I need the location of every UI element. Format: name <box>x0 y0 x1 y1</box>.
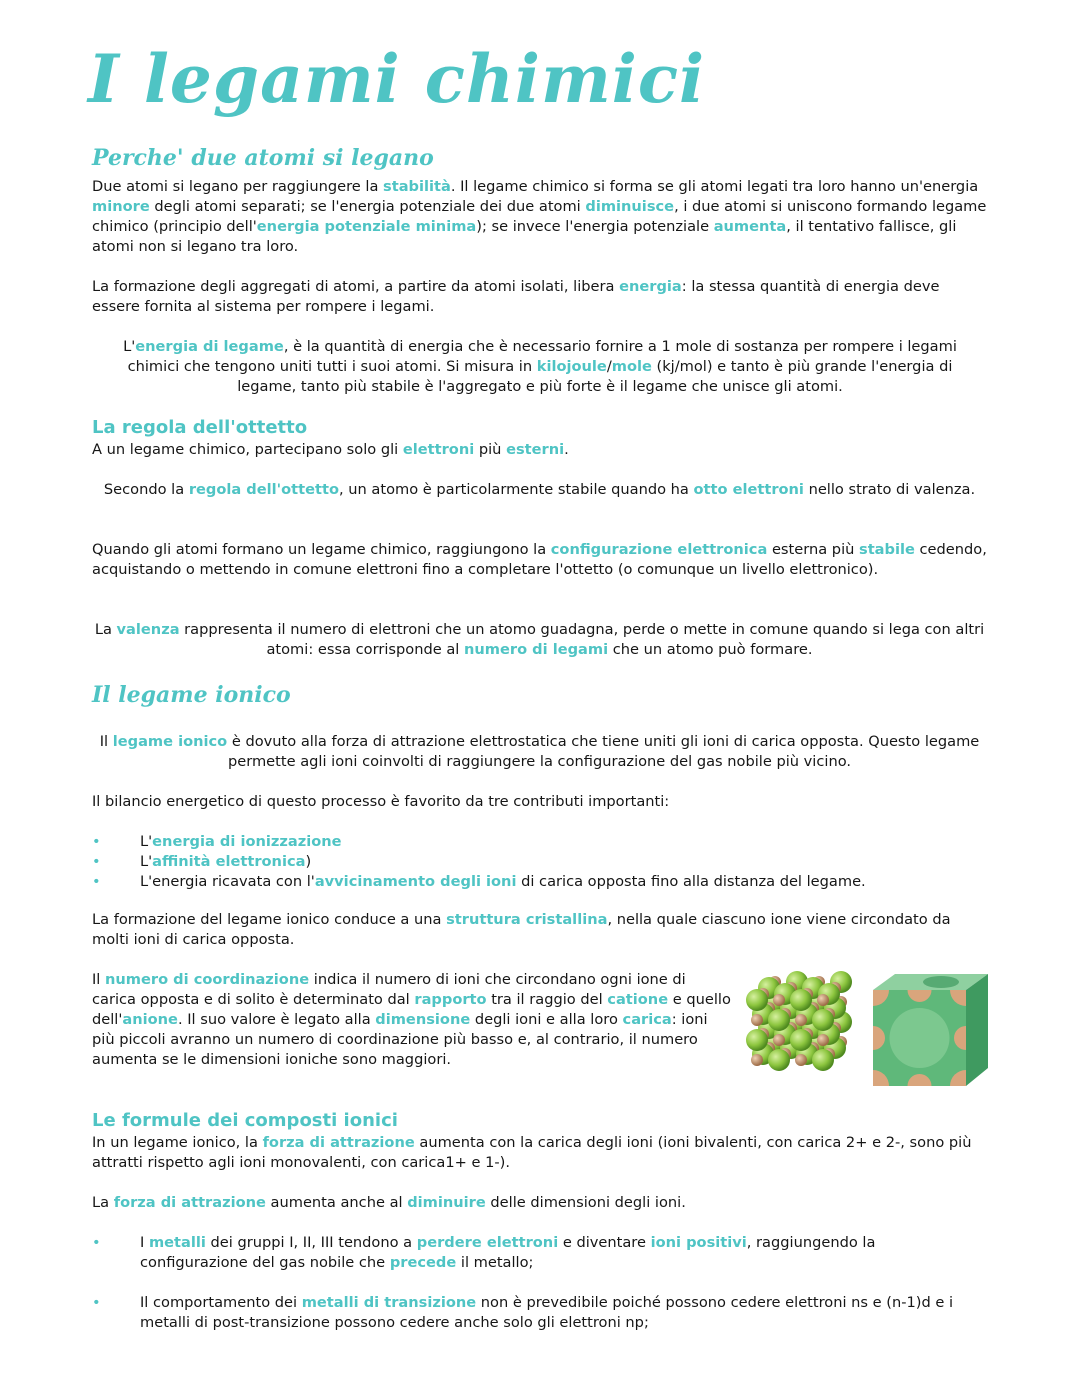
text-run: Secondo la <box>103 481 189 498</box>
text-run: aumenta con la carica degli ioni (ioni bivalenti, con carica 2+ e 2-, sono più attratti rispetto agli ioni monovalenti, con carica1+ e 1-). <box>92 1134 972 1171</box>
highlighted-term: energia <box>619 278 682 295</box>
text-run: nello strato di valenza. <box>803 481 976 498</box>
highlighted-term: forza di attrazione <box>262 1134 415 1151</box>
text-run: L' <box>140 853 153 870</box>
highlighted-term: esterni <box>506 441 565 458</box>
metals-behavior-list <box>92 1233 972 1333</box>
text-run: Due atomi si legano per raggiungere la <box>92 178 384 195</box>
text-run: L'energia ricavata con l' <box>140 873 315 890</box>
text-run: che un atomo può formare. <box>608 641 813 658</box>
unit-cell-cube <box>873 974 988 1086</box>
highlighted-term: catione <box>607 991 669 1008</box>
highlighted-term: carica <box>622 1011 672 1028</box>
paragraph-energy-balance <box>92 792 987 812</box>
text-run: Il <box>99 733 113 750</box>
text-run: il metallo; <box>456 1254 534 1271</box>
anion-sphere <box>790 1029 812 1051</box>
paragraph-bond-energy <box>100 337 980 397</box>
paragraph-stability <box>92 177 987 257</box>
highlighted-term: configurazione elettronica <box>550 541 768 558</box>
highlighted-term: energia di legame <box>135 338 284 355</box>
paragraph-attraction-force <box>92 1133 987 1173</box>
highlighted-term: numero di coordinazione <box>105 971 310 988</box>
highlighted-term: metalli di transizione <box>301 1294 477 1311</box>
text-run: esterna più <box>767 541 860 558</box>
text-run: Il <box>92 971 105 988</box>
anion-sphere <box>790 989 812 1011</box>
list-item <box>92 1233 972 1273</box>
text-run: , è la quantità di energia che è necessario fornire a 1 mole di sostanza per rompere i legami chimici che tengono uniti tutti i suoi atomi. Si misura in <box>127 338 957 375</box>
highlighted-term: minore <box>92 198 150 215</box>
bullet-icon: • <box>92 873 101 890</box>
text-run: e diventare <box>558 1234 651 1251</box>
paragraph-aggregates-energy <box>92 277 987 317</box>
paragraph-electron-configuration <box>92 540 987 580</box>
text-run: (kj/mol) e tanto è più grande l'energia di legame, tanto più stabile è l'aggregato e più forte è il legame che unisce gli atomi. <box>237 358 953 395</box>
text-run: aumenta anche al <box>265 1194 408 1211</box>
highlighted-term: precede <box>389 1254 457 1271</box>
highlighted-term: numero di legami <box>463 641 609 658</box>
text-run: cedendo, acquistando o mettendo in comune elettroni fino a completare l'ottetto (o comunque un livello elettronico). <box>92 541 987 578</box>
text-run: di carica opposta fino alla distanza del legame. <box>516 873 866 890</box>
highlighted-term: stabile <box>859 541 915 558</box>
highlighted-term: anione <box>122 1011 178 1028</box>
paragraph-ionic-bond-definition <box>92 732 987 772</box>
bullet-icon: • <box>92 1234 101 1251</box>
highlighted-term: energia potenziale minima <box>256 218 477 235</box>
highlighted-term: energia di ionizzazione <box>152 833 342 850</box>
text-run: ); se invece l'energia potenziale <box>476 218 714 235</box>
text-run: , il tentativo fallisce, gli atomi non si legano tra loro. <box>92 218 957 255</box>
highlighted-term: diminuire <box>407 1194 486 1211</box>
paragraph-attraction-size <box>92 1193 987 1213</box>
text-run: più <box>474 441 507 458</box>
anion-sphere <box>768 1049 790 1071</box>
text-run: : la stessa quantità di energia deve essere fornita al sistema per rompere i legami. <box>92 278 940 315</box>
text-run: . Il legame chimico si forma se gli atomi legati tra loro hanno un'energia <box>450 178 979 195</box>
cation-sphere <box>817 1034 829 1046</box>
highlighted-term: legame ionico <box>112 733 228 750</box>
text-run: : ioni più piccoli avranno un numero di coordinazione più basso e, al contrario, il numero aumenta se le dimensioni ioniche sono maggiori. <box>92 1011 708 1068</box>
text-run: , nella quale ciascuno ione viene circondato da molti ioni di carica opposta. <box>92 911 951 948</box>
text-run: e quello dell' <box>92 991 731 1028</box>
highlighted-term: regola dell'ottetto <box>188 481 339 498</box>
highlighted-term: rapporto <box>414 991 487 1008</box>
highlighted-term: perdere elettroni <box>416 1234 559 1251</box>
text-run: La formazione degli aggregati di atomi, a partire da atomi isolati, libera <box>92 278 620 295</box>
highlighted-term: metalli <box>148 1234 206 1251</box>
cation-sphere <box>773 1034 785 1046</box>
paragraph-valence <box>92 620 987 660</box>
text-run: degli atomi separati; se l'energia potenziale dei due atomi <box>149 198 586 215</box>
text-run: indica il numero di ioni che circondano ogni ione di carica opposta e di solito è determinato dal <box>92 971 686 1008</box>
heading-ionic-bond: Il legame ionico <box>92 682 291 708</box>
sphere-packing-cube <box>746 971 852 1071</box>
highlighted-term: aumenta <box>713 218 787 235</box>
text-run: ) <box>305 853 312 870</box>
text-run: dei gruppi I, II, III tendono a <box>205 1234 417 1251</box>
text-run: , i due atomi si uniscono formando legame chimico (principio dell' <box>92 198 987 235</box>
cation-sphere <box>795 1014 807 1026</box>
bullet-icon: • <box>92 853 101 870</box>
highlighted-term: otto elettroni <box>693 481 804 498</box>
text-run: , raggiungendo la configurazione del gas nobile che <box>140 1234 876 1271</box>
anion-sphere <box>812 1049 834 1071</box>
energy-contributions-list <box>92 832 987 892</box>
text-run: Il comportamento dei <box>140 1294 302 1311</box>
paragraph-octet-rule <box>92 480 987 500</box>
text-run: La <box>92 1194 114 1211</box>
text-run: degli ioni e alla loro <box>470 1011 623 1028</box>
heading-octet-rule: La regola dell'ottetto <box>92 417 308 438</box>
cation-sphere <box>817 994 829 1006</box>
anion-sphere <box>746 1029 768 1051</box>
highlighted-term: avvicinamento degli ioni <box>314 873 517 890</box>
text-run: , un atomo è particolarmente stabile quando ha <box>338 481 694 498</box>
highlighted-term: ioni positivi <box>650 1234 747 1251</box>
anion-sphere <box>812 1009 834 1031</box>
text-run: non è prevedibile poiché possono cedere elettroni ns e (n-1)d e i metalli di post-transizione possono cedere anche solo gli elettroni np; <box>140 1294 954 1331</box>
text-run: I <box>140 1234 149 1251</box>
heading-why-atoms-bond: Perche' due atomi si legano <box>92 145 434 171</box>
text-run: Quando gli atomi formano un legame chimico, raggiungono la <box>92 541 551 558</box>
bullet-icon: • <box>92 833 101 850</box>
highlighted-term: affinità elettronica <box>152 853 306 870</box>
paragraph-crystal-structure <box>92 910 987 950</box>
text-run: delle dimensioni degli ioni. <box>485 1194 686 1211</box>
highlighted-term: dimensione <box>375 1011 471 1028</box>
list-item <box>92 872 987 892</box>
ionic-crystal-lattice-icon <box>745 970 990 1090</box>
text-run: L' <box>140 833 153 850</box>
text-run: tra il raggio del <box>486 991 608 1008</box>
text-run: Il bilancio energetico di questo processo è favorito da tre contributi importanti: <box>92 793 670 810</box>
text-run: La formazione del legame ionico conduce a una <box>92 911 447 928</box>
highlighted-term: stabilità <box>383 178 451 195</box>
anion-sphere <box>746 989 768 1011</box>
cation-sphere <box>795 1054 807 1066</box>
highlighted-term: elettroni <box>402 441 475 458</box>
page-title: I legami chimici <box>88 40 706 118</box>
paragraph-coordination-number <box>92 970 732 1070</box>
list-item <box>92 852 987 872</box>
cation-sphere <box>751 1014 763 1026</box>
text-run: L' <box>123 338 136 355</box>
text-run: rappresenta il numero di elettroni che un atomo guadagna, perde o mette in comune quando si lega con altri atomi: essa corrisponde al <box>179 621 985 658</box>
cation-sphere <box>773 994 785 1006</box>
bullet-icon: • <box>92 1294 101 1311</box>
text-run: La <box>94 621 117 638</box>
highlighted-term: forza di attrazione <box>113 1194 266 1211</box>
text-run: / <box>606 358 612 375</box>
cation-sphere <box>751 1054 763 1066</box>
anion-sphere <box>768 1009 790 1031</box>
text-run: . Il suo valore è legato alla <box>177 1011 376 1028</box>
highlighted-term: valenza <box>116 621 180 638</box>
highlighted-term: mole <box>611 358 652 375</box>
highlighted-term: kilojoule <box>536 358 607 375</box>
paragraph-external-electrons <box>92 440 987 460</box>
text-run: . <box>564 441 569 458</box>
list-item <box>92 832 987 852</box>
text-run: A un legame chimico, partecipano solo gli <box>92 441 403 458</box>
heading-ionic-formulas: Le formule dei composti ionici <box>92 1110 398 1131</box>
highlighted-term: diminuisce <box>585 198 675 215</box>
text-run: è dovuto alla forza di attrazione elettrostatica che tiene uniti gli ioni di carica opposta. Questo legame permette agli ioni coinvolti di raggiungere la configurazione del gas nobile più vicino. <box>227 733 980 770</box>
highlighted-term: struttura cristallina <box>446 911 608 928</box>
text-run: In un legame ionico, la <box>92 1134 263 1151</box>
list-item <box>92 1293 972 1333</box>
